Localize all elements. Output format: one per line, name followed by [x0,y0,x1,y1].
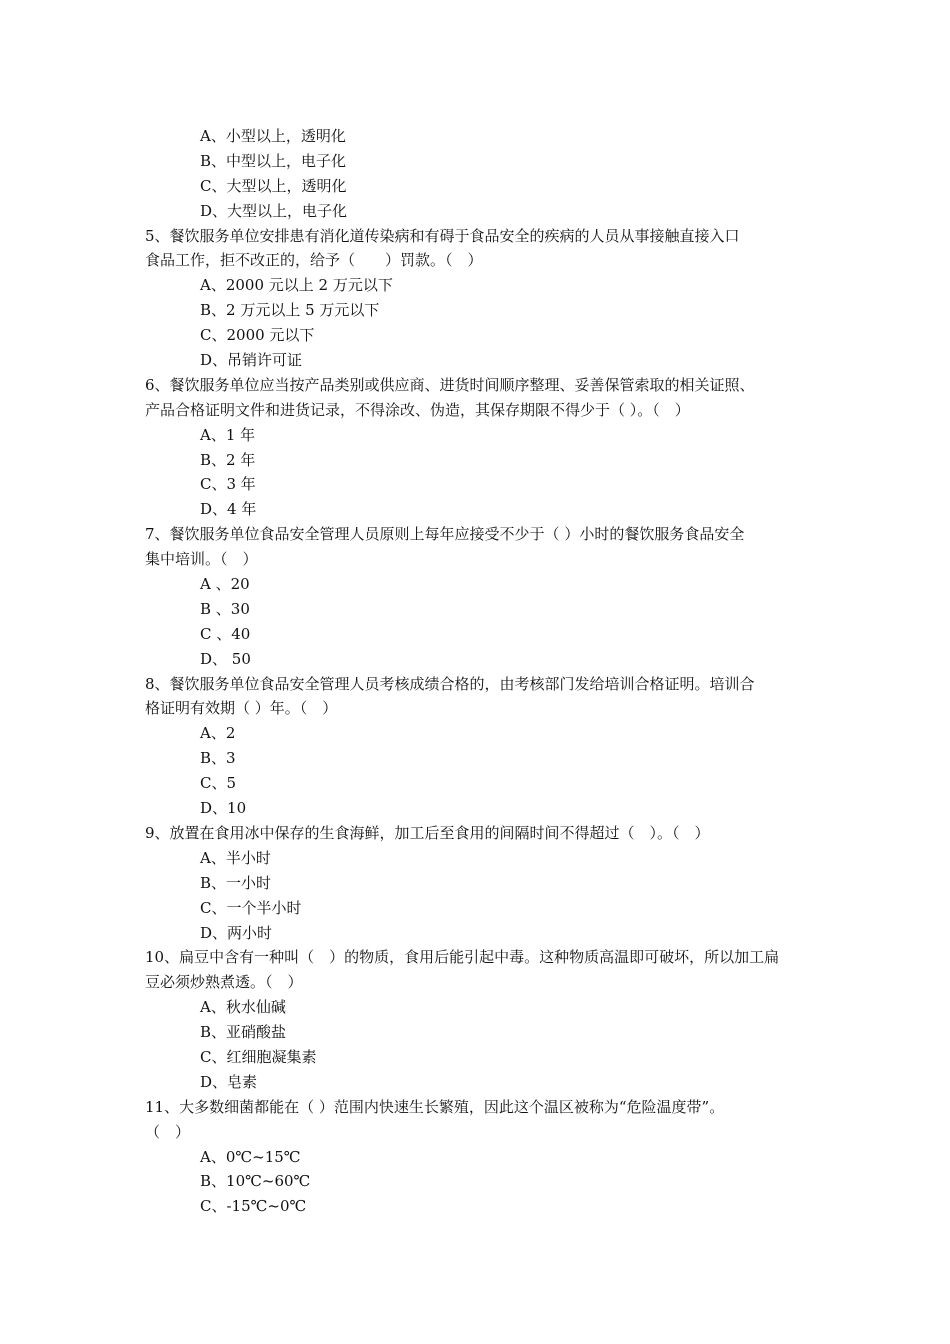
option-line: B、2 年 [200,450,256,469]
option-line: C 、40 [200,624,251,643]
option-line: B、2 万元以上 5 万元以下 [200,301,380,320]
option-line: D、10 [200,799,247,818]
option-line: B、10℃~60℃ [200,1172,311,1191]
question-text: 10、扁豆中含有一种叫（ ）的物质，食用后能引起中毒。这种物质高温即可破坏，所以加工扁 [145,948,780,967]
option-line: B 、30 [200,599,250,618]
option-line: D、两小时 [200,923,273,942]
option-line: A、小型以上，透明化 [200,127,346,145]
option-line: D、皂素 [200,1072,258,1091]
question-text: 格证明有效期（ ）年。（ ） [145,699,338,718]
question-list [145,124,810,1219]
question-text: 5、餐饮服务单位安排患有消化道传染病和有碍于食品安全的疾病的人员从事接触直接入口 [145,226,740,245]
option-line: A、秋水仙碱 [200,998,286,1017]
option-line: C、3 年 [200,475,256,494]
option-line: C、-15℃~0℃ [200,1197,307,1216]
option-line: C、一个半小时 [200,898,302,917]
option-line: A、2000 元以上 2 万元以下 [200,276,393,295]
question-text: 豆必须炒熟煮透。（ ） [145,973,303,992]
question-text: 产品合格证明文件和进货记录，不得涂改、伪造，其保存期限不得少于（ ）。（ ） [145,400,690,419]
question-text: 集中培训。（ ） [145,550,258,569]
question-text: 7、餐饮服务单位食品安全管理人员原则上每年应接受不少于（ ）小时的餐饮服务食品安全 [145,525,745,544]
question-text: 9、放置在食用冰中保存的生食海鲜，加工后至食用的间隔时间不得超过（ ）。（ ） [145,823,710,842]
question-text: 食品工作，拒不改正的，给予（ ）罚款。（ ） [145,251,483,270]
option-line: C、红细胞凝集素 [200,1047,317,1066]
option-line: A、半小时 [200,848,271,867]
option-line: C、大型以上，透明化 [200,176,347,195]
option-line: D、大型以上，电子化 [200,201,348,220]
option-line: B、一小时 [200,873,272,892]
question-text: （ ） [145,1122,191,1141]
option-line: B、3 [200,749,236,768]
option-line: A、1 年 [200,425,256,444]
question-text: 6、餐饮服务单位应当按产品类别或供应商、进货时间顺序整理、妥善保管索取的相关证照、 [145,375,755,394]
option-line: A、2 [200,724,236,743]
question-text: 11、大多数细菌都能在（ ）范围内快速生长繁殖，因此这个温区被称为“危险温度带”。 [145,1097,725,1116]
option-line: C、2000 元以下 [200,326,315,345]
option-line: C、5 [200,774,237,793]
option-line: B、亚硝酸盐 [200,1023,287,1042]
option-line: B、中型以上，电子化 [200,151,347,170]
option-line: D、 50 [200,649,251,668]
question-text: 8、餐饮服务单位食品安全管理人员考核成绩合格的，由考核部门发给培训合格证明。培训合 [145,674,755,693]
option-line: A 、20 [200,575,250,594]
option-line: D、4 年 [200,500,257,519]
option-line: A、0℃~15℃ [200,1147,301,1166]
option-line: D、吊销许可证 [200,351,303,370]
